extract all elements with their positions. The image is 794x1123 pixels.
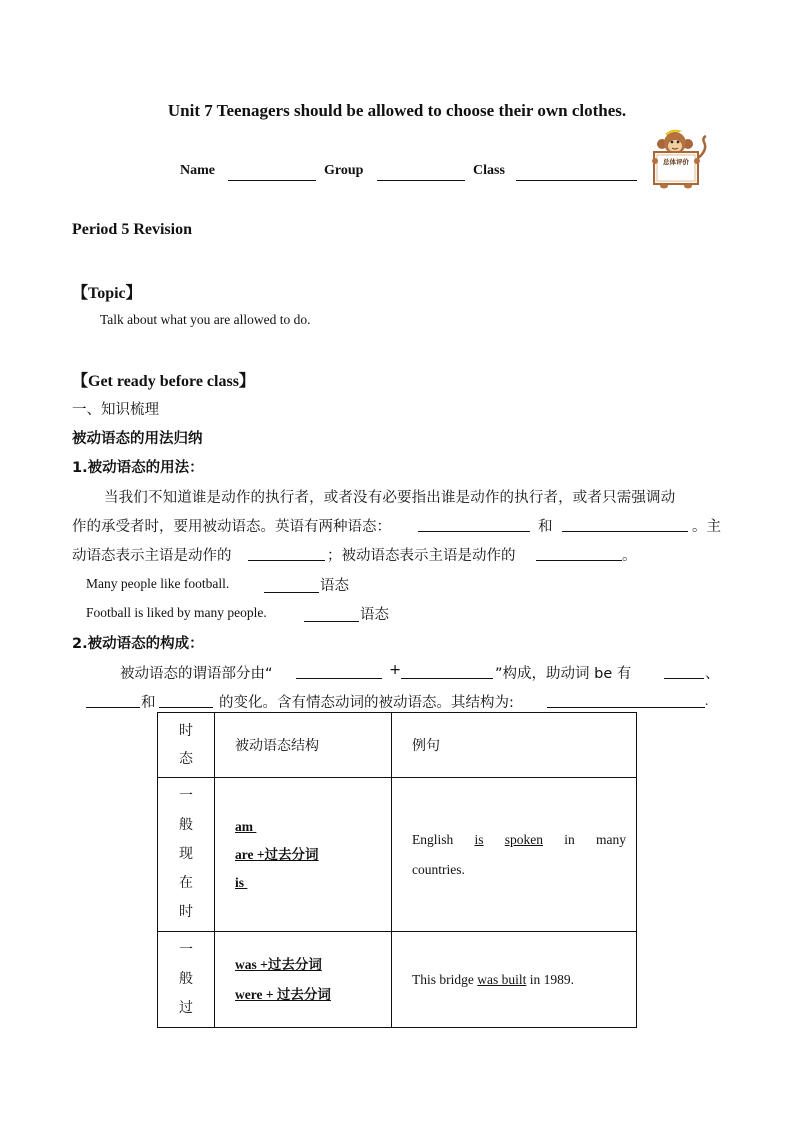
example-active-suffix: 语态: [320, 578, 349, 594]
class-field[interactable]: [516, 166, 637, 181]
table-header-structure: 被动语态结构: [215, 713, 392, 778]
modal-structure-blank[interactable]: [547, 693, 705, 708]
example-passive-blank[interactable]: [304, 607, 359, 622]
usage-heading: 1.被动语态的用法：: [72, 460, 204, 476]
tense-cell-present: [158, 778, 215, 932]
class-label: Class: [473, 163, 505, 178]
example-word: This bridge: [412, 971, 474, 987]
example-active-blank[interactable]: [264, 578, 319, 593]
tense-char: 现: [179, 846, 193, 862]
example-active-sentence: Many people like football.: [86, 576, 230, 591]
example-word-aux: is: [474, 831, 484, 847]
group-label: Group: [324, 163, 364, 178]
usage-line-2-end: 。主: [692, 519, 721, 535]
example-word: countries.: [412, 861, 465, 877]
tense-char: 时: [179, 904, 193, 920]
usage-line-2-text: 作的承受者时，要用被动语态。英语有两种语态：: [72, 519, 391, 535]
structure-were: were + 过去分词: [235, 986, 331, 1002]
form-line-1-middle: ”构成，助动词 be 有: [495, 666, 632, 682]
structure-am: am: [235, 818, 253, 834]
passive-voice-table: [157, 712, 637, 1028]
usage-line-3-end: 。: [622, 548, 637, 564]
form-line-1-plus: +: [389, 662, 402, 678]
form-line-1-end: 、: [705, 666, 720, 682]
be-blank[interactable]: [296, 664, 382, 679]
active-meaning-blank[interactable]: [248, 546, 325, 561]
monkey-badge-icon: [648, 128, 712, 190]
table-row: [158, 778, 637, 932]
example-cell-present: [392, 778, 637, 932]
tense-char: 一: [179, 788, 193, 804]
be-form-blank-1[interactable]: [664, 664, 704, 679]
usage-line-2-and: 和: [538, 519, 553, 535]
structure-was: was +过去分词: [235, 956, 322, 972]
tense-char: 般: [179, 817, 193, 833]
table-header-example: 例句: [392, 713, 637, 778]
example-word: in: [564, 831, 575, 847]
passive-voice-subtitle: 被动语态的用法归纳: [72, 431, 203, 447]
group-field[interactable]: [377, 166, 465, 181]
structure-is: is: [235, 874, 245, 890]
document-title: Unit 7 Teenagers should be allowed to choose their own clothes.: [167, 101, 627, 120]
passive-meaning-blank[interactable]: [536, 546, 622, 561]
example-passive-suffix: 语态: [360, 607, 389, 623]
voice-blank-2[interactable]: [562, 517, 688, 532]
tense-char: 过: [179, 1000, 193, 1016]
form-line-2-end: .: [705, 693, 709, 708]
example-word: in 1989.: [529, 971, 575, 987]
badge-text: 总体评价: [663, 158, 689, 166]
topic-text: Talk about what you are allowed to do.: [100, 312, 311, 327]
tense-cell-past: [158, 932, 215, 1028]
section-one-heading: 一、知识梳理: [72, 402, 159, 418]
example-word-participle: spoken: [504, 831, 543, 847]
tense-char: 在: [179, 875, 193, 891]
name-label: Name: [180, 163, 215, 178]
form-line-2-and: 和: [141, 695, 156, 711]
usage-line-3-middle: ；被动语态表示主语是动作的: [327, 548, 516, 564]
example-word: English: [412, 831, 454, 847]
example-word: many: [595, 831, 626, 847]
period-heading: Period 5 Revision: [72, 221, 192, 238]
table-header-row: [158, 713, 637, 778]
topic-heading: 【Topic】: [72, 285, 142, 302]
be-form-blank-3[interactable]: [159, 693, 213, 708]
voice-blank-1[interactable]: [418, 517, 530, 532]
example-word-was-built: was built: [477, 971, 527, 987]
form-heading: 2.被动语态的构成：: [72, 636, 204, 652]
get-ready-heading: 【Get ready before class】: [72, 373, 255, 390]
form-line-2-text: 的变化。含有情态动词的被动语态。其结构为:: [219, 695, 514, 711]
table-header-tense: 时态: [158, 713, 215, 778]
name-field[interactable]: [228, 166, 316, 181]
be-form-blank-2[interactable]: [86, 693, 140, 708]
usage-line-1: 当我们不知道谁是动作的执行者，或者没有必要指出谁是动作的执行者，或者只需强调动: [104, 490, 676, 506]
form-line-1-start: 被动语态的谓语部分由“: [120, 666, 273, 682]
structure-cell-present: [215, 778, 392, 932]
structure-are: are +过去分词: [235, 846, 319, 862]
example-passive-sentence: Football is liked by many people.: [86, 605, 267, 620]
past-participle-blank[interactable]: [401, 664, 493, 679]
usage-line-3-text: 动语态表示主语是动作的: [72, 548, 232, 564]
table-row: [158, 932, 637, 1028]
example-cell-past: [392, 932, 637, 1028]
tense-char: 一: [179, 942, 193, 958]
structure-cell-past: [215, 932, 392, 1028]
tense-char: 般: [179, 971, 193, 987]
